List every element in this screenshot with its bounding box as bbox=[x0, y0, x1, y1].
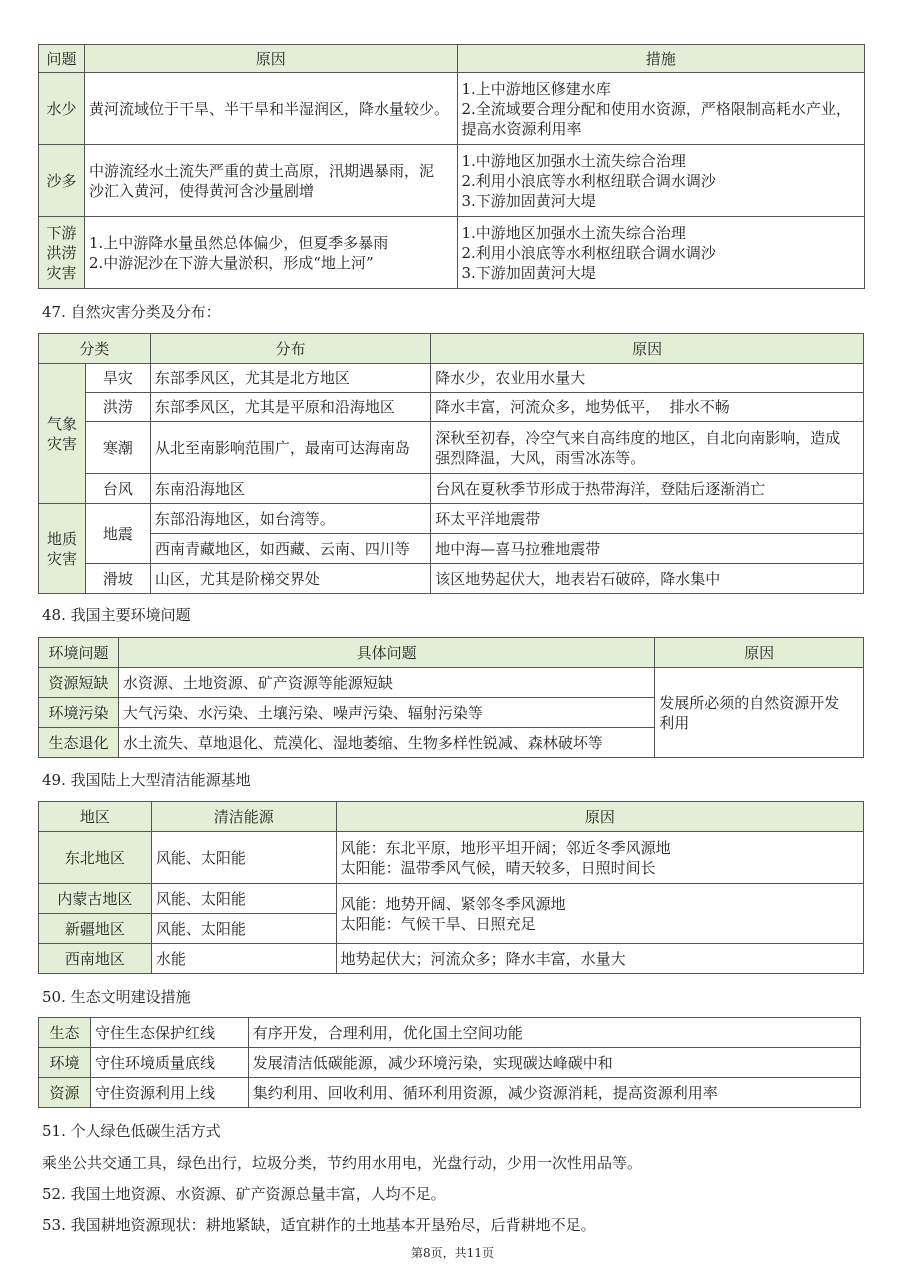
header-reason: 原因 bbox=[655, 638, 864, 668]
header-problem: 问题 bbox=[39, 45, 85, 73]
header-region: 地区 bbox=[39, 802, 152, 832]
distribution-cell: 山区，尤其是阶梯交界处 bbox=[150, 564, 430, 594]
distribution-cell: 东部沿海地区，如台湾等。 bbox=[150, 504, 430, 534]
problem-label: 沙多 bbox=[39, 145, 85, 217]
header-energy: 清洁能源 bbox=[151, 802, 336, 832]
table-row bbox=[39, 884, 864, 914]
header-measures: 措施 bbox=[457, 45, 865, 73]
natural-disaster-table bbox=[38, 333, 864, 594]
distribution-cell: 从北至南影响范围广，最南可达海南岛 bbox=[150, 422, 430, 474]
distribution-cell: 东部季风区，尤其是北方地区 bbox=[150, 364, 430, 393]
disaster-type: 旱灾 bbox=[85, 364, 150, 393]
cause-cell: 降水少，农业用水量大 bbox=[431, 364, 864, 393]
table-row bbox=[39, 504, 864, 534]
section-47-title: 47. 自然灾害分类及分布： bbox=[42, 303, 221, 321]
energy-cell: 风能、太阳能 bbox=[151, 832, 336, 884]
detail-cell: 水资源、土地资源、矿产资源等能源短缺 bbox=[118, 668, 654, 698]
region-label: 东北地区 bbox=[39, 832, 152, 884]
cause-cell: 环太平洋地震带 bbox=[431, 504, 864, 534]
table-row bbox=[39, 393, 864, 422]
goal-cell: 守住环境质量底线 bbox=[90, 1048, 248, 1078]
header-category: 分类 bbox=[39, 334, 151, 364]
ecological-civilization-table bbox=[38, 1017, 861, 1108]
cause-cell: 中游流经水土流失严重的黄土高原，汛期遇暴雨，泥 沙汇入黄河，使得黄河含沙量剧增 bbox=[84, 145, 457, 217]
section-51-title: 51. 个人绿色低碳生活方式 bbox=[42, 1122, 221, 1140]
disaster-type: 台风 bbox=[85, 474, 150, 504]
header-cause: 原因 bbox=[336, 802, 863, 832]
yellow-river-table bbox=[38, 44, 865, 289]
measures-cell: 1.中游地区加强水土流失综合治理 2.利用小浪底等水利枢纽联合调水调沙 3.下游加固黄河大堤 bbox=[457, 145, 865, 217]
table-row bbox=[39, 364, 864, 393]
issue-label: 资源短缺 bbox=[39, 668, 119, 698]
action-cell: 发展清洁低碳能源，减少环境污染，实现碳达峰碳中和 bbox=[248, 1048, 860, 1078]
table-row bbox=[39, 534, 864, 564]
measures-cell: 1.中游地区加强水土流失综合治理 2.利用小浪底等水利枢纽联合调水调沙 3.下游加固黄河大堤 bbox=[457, 217, 865, 289]
measure-key: 资源 bbox=[39, 1078, 91, 1108]
action-cell: 集约利用、回收利用、循环利用资源，减少资源消耗，提高资源利用率 bbox=[248, 1078, 860, 1108]
table-row bbox=[39, 474, 864, 504]
distribution-cell: 东部季风区，尤其是平原和沿海地区 bbox=[150, 393, 430, 422]
header-cause: 原因 bbox=[84, 45, 457, 73]
table-row bbox=[39, 422, 864, 474]
cause-cell: 地中海—喜马拉雅地震带 bbox=[431, 534, 864, 564]
section-52-text: 52. 我国土地资源、水资源、矿产资源总量丰富，人均不足。 bbox=[42, 1185, 446, 1203]
header-cause: 原因 bbox=[431, 334, 864, 364]
table-row bbox=[39, 73, 865, 145]
table-row bbox=[39, 217, 865, 289]
section-48-title: 48. 我国主要环境问题 bbox=[42, 606, 191, 624]
table-row bbox=[39, 1018, 861, 1048]
clean-energy-table bbox=[38, 801, 864, 974]
section-53-text: 53. 我国耕地资源现状：耕地紧缺，适宜耕作的土地基本开垦殆尽，后背耕地不足。 bbox=[42, 1216, 596, 1234]
distribution-cell: 东南沿海地区 bbox=[150, 474, 430, 504]
measure-key: 环境 bbox=[39, 1048, 91, 1078]
section-50-title: 50. 生态文明建设措施 bbox=[42, 988, 191, 1006]
header-issue: 环境问题 bbox=[39, 638, 119, 668]
page-footer: 第8页，共11页 bbox=[411, 1246, 494, 1260]
cause-cell: 降水丰富，河流众多，地势低平， 排水不畅 bbox=[431, 393, 864, 422]
goal-cell: 守住资源利用上线 bbox=[90, 1078, 248, 1108]
section-49-title: 49. 我国陆上大型清洁能源基地 bbox=[42, 771, 251, 789]
table-row bbox=[39, 668, 864, 698]
energy-cell: 风能、太阳能 bbox=[151, 884, 336, 914]
distribution-cell: 西南青藏地区，如西藏、云南、四川等 bbox=[150, 534, 430, 564]
table-row bbox=[39, 1078, 861, 1108]
cause-cell: 风能：地势开阔、紧邻冬季风源地 太阳能：气候干旱、日照充足 bbox=[336, 884, 863, 944]
table-row bbox=[39, 1048, 861, 1078]
detail-cell: 水土流失、草地退化、荒漠化、湿地萎缩、生物多样性锐减、森林破坏等 bbox=[118, 728, 654, 758]
disaster-type: 滑坡 bbox=[85, 564, 150, 594]
region-label: 新疆地区 bbox=[39, 914, 152, 944]
problem-label: 下游 洪涝 灾害 bbox=[39, 217, 85, 289]
disaster-type: 寒潮 bbox=[85, 422, 150, 474]
cause-cell: 地势起伏大；河流众多；降水丰富，水量大 bbox=[336, 944, 863, 974]
problem-label: 水少 bbox=[39, 73, 85, 145]
issue-label: 生态退化 bbox=[39, 728, 119, 758]
goal-cell: 守住生态保护红线 bbox=[90, 1018, 248, 1048]
cause-cell: 黄河流域位于干旱、半干旱和半湿润区，降水量较少。 bbox=[84, 73, 457, 145]
cause-cell: 台风在夏秋季节形成于热带海洋，登陆后逐渐消亡 bbox=[431, 474, 864, 504]
table-row bbox=[39, 145, 865, 217]
environment-issue-table bbox=[38, 637, 864, 758]
measures-cell: 1.上中游地区修建水库 2.全流域要合理分配和使用水资源，严格限制高耗水产业， 提高水资源利用率 bbox=[457, 73, 865, 145]
table-row bbox=[39, 564, 864, 594]
detail-cell: 大气污染、水污染、土壤污染、噪声污染、辐射污染等 bbox=[118, 698, 654, 728]
region-label: 内蒙古地区 bbox=[39, 884, 152, 914]
group-geological: 地质 灾害 bbox=[39, 504, 86, 594]
issue-label: 环境污染 bbox=[39, 698, 119, 728]
energy-cell: 水能 bbox=[151, 944, 336, 974]
cause-cell: 风能：东北平原，地形平坦开阔；邻近冬季风源地 太阳能：温带季风气候，晴天较多，日照时间长 bbox=[336, 832, 863, 884]
cause-cell: 1.上中游降水量虽然总体偏少，但夏季多暴雨 2.中游泥沙在下游大量淤积，形成“地上河” bbox=[84, 217, 457, 289]
measure-key: 生态 bbox=[39, 1018, 91, 1048]
cause-cell: 深秋至初春，冷空气来自高纬度的地区，自北向南影响，造成 强烈降温，大风，雨雪冰冻等。 bbox=[431, 422, 864, 474]
disaster-type: 地震 bbox=[85, 504, 150, 564]
cause-cell: 该区地势起伏大，地表岩石破碎，降水集中 bbox=[431, 564, 864, 594]
action-cell: 有序开发，合理利用，优化国土空间功能 bbox=[248, 1018, 860, 1048]
region-label: 西南地区 bbox=[39, 944, 152, 974]
group-meteorological: 气象 灾害 bbox=[39, 364, 86, 504]
table-row bbox=[39, 832, 864, 884]
disaster-type: 洪涝 bbox=[85, 393, 150, 422]
header-detail: 具体问题 bbox=[118, 638, 654, 668]
table-row bbox=[39, 944, 864, 974]
header-distribution: 分布 bbox=[150, 334, 430, 364]
energy-cell: 风能、太阳能 bbox=[151, 914, 336, 944]
reason-cell: 发展所必须的自然资源开发 利用 bbox=[655, 668, 864, 758]
section-51-text: 乘坐公共交通工具，绿色出行，垃圾分类，节约用水用电，光盘行动，少用一次性用品等。 bbox=[42, 1154, 643, 1172]
